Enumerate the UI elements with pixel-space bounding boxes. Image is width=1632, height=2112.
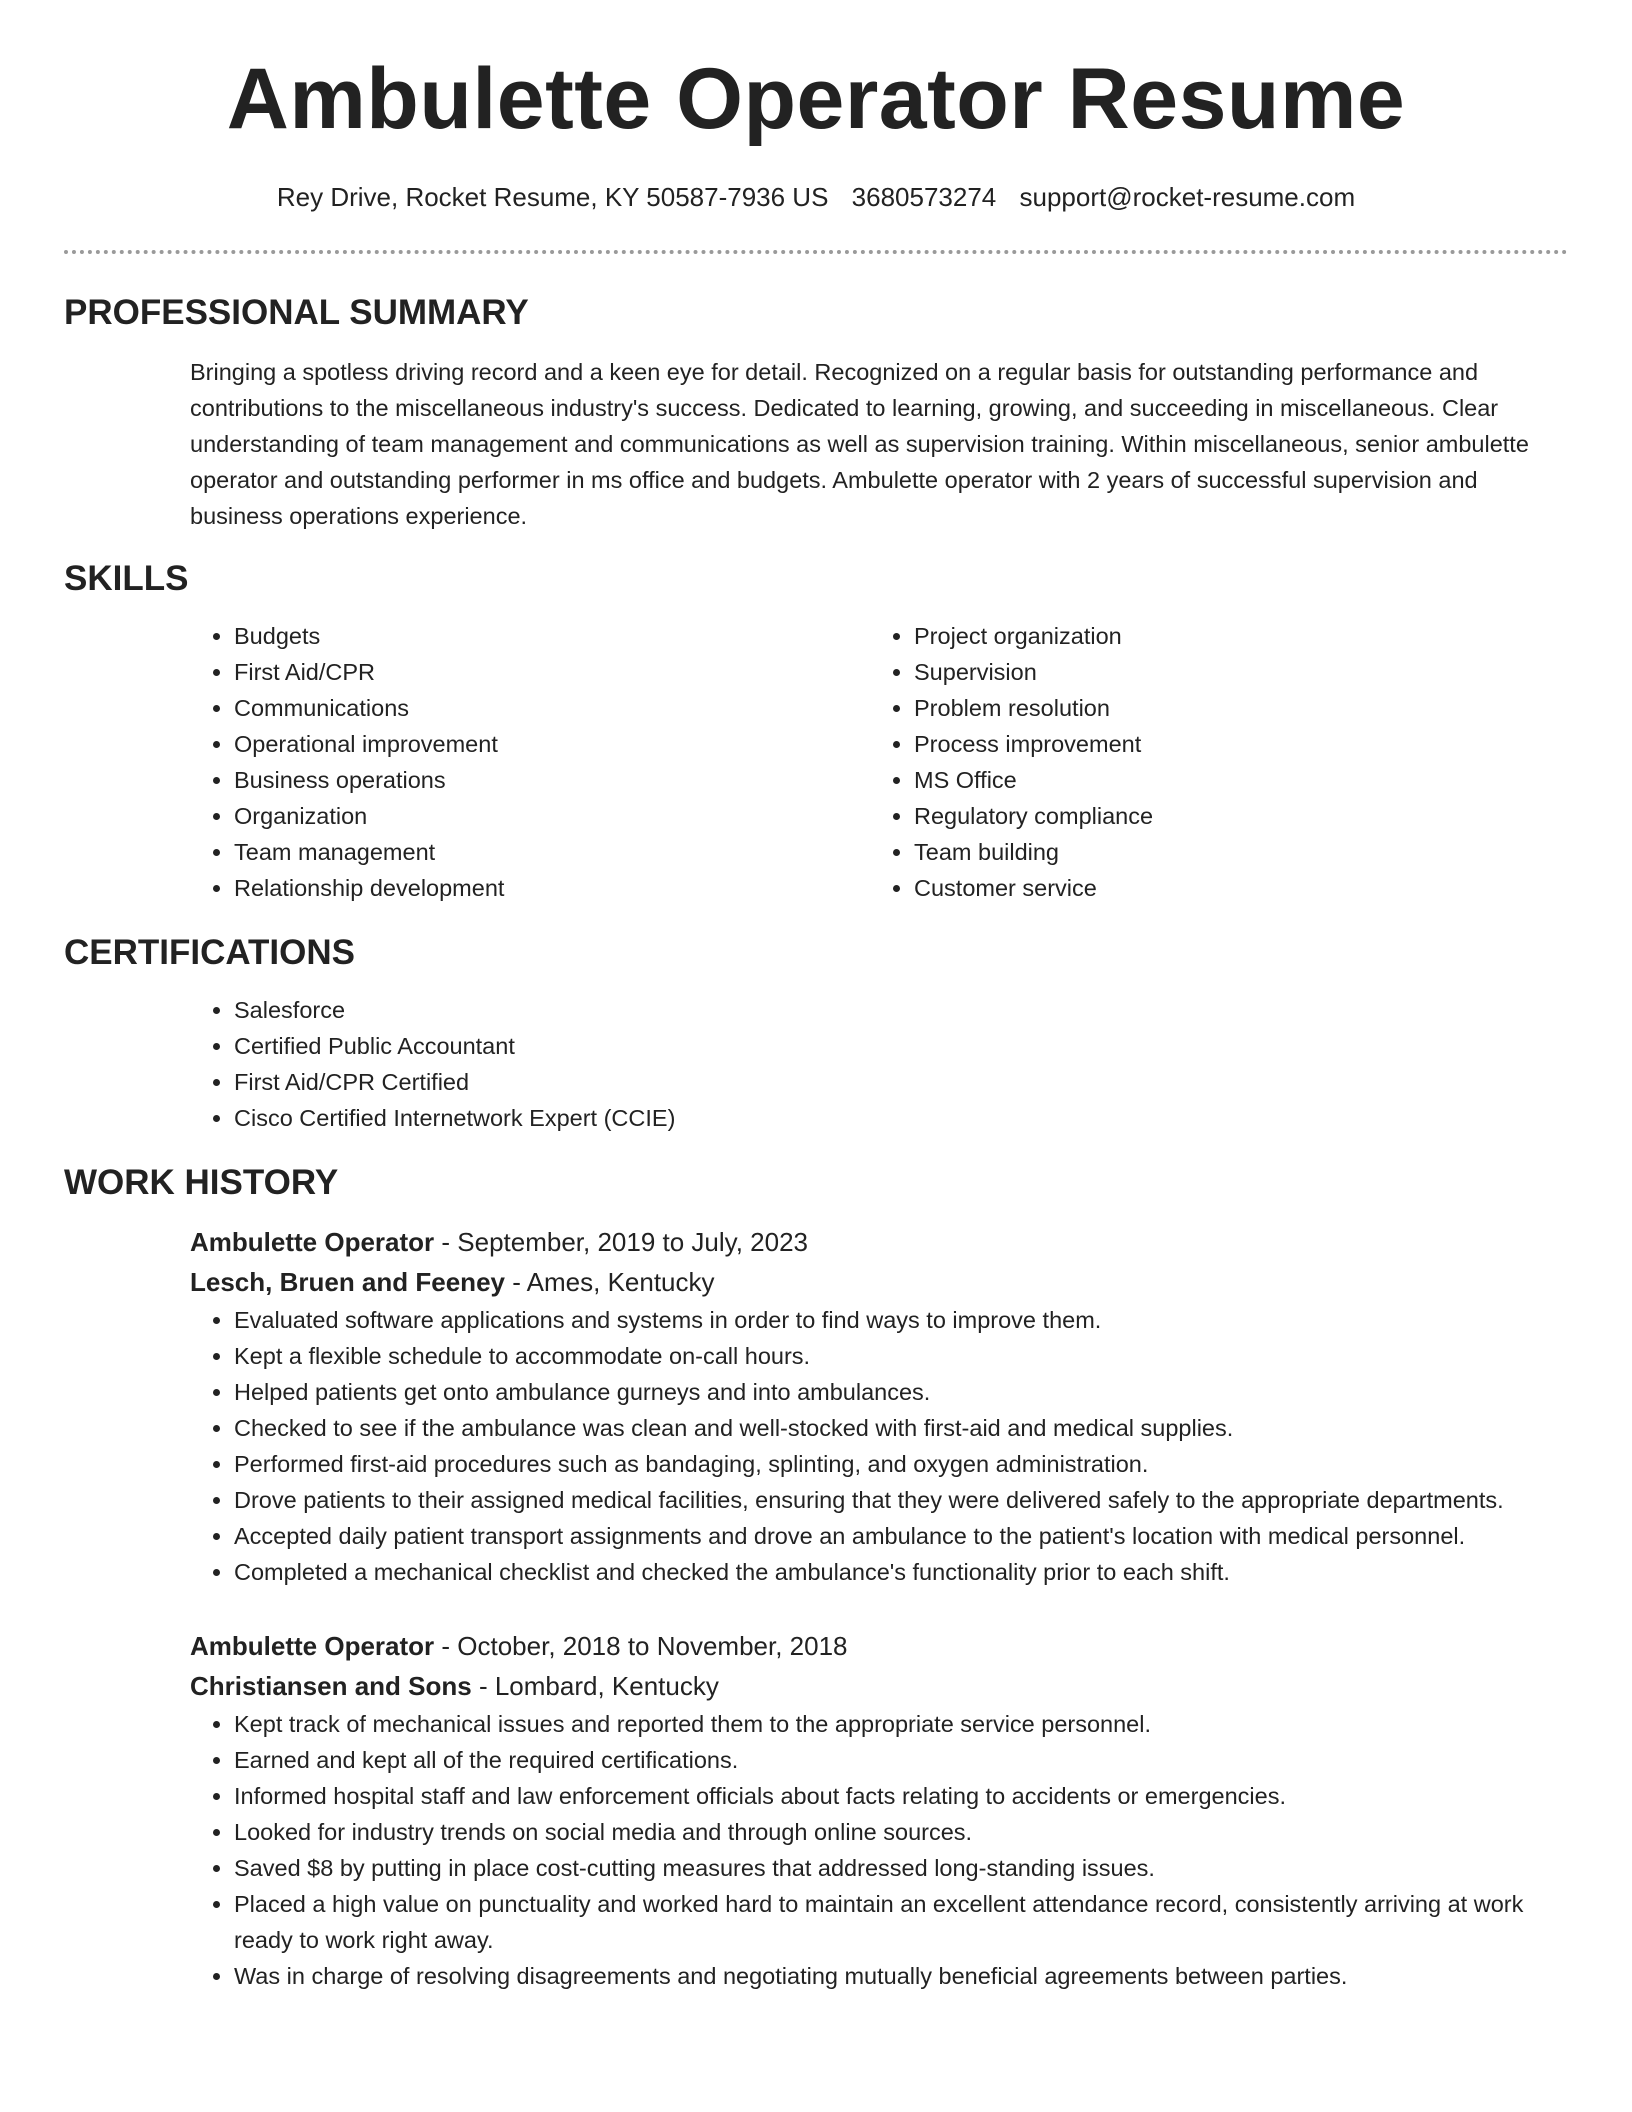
job-title: Ambulette Operator [190,1631,435,1661]
certifications-section [64,932,1568,1136]
skill-item: • Regulatory compliance [914,798,1550,834]
job-entry [190,1222,1564,1590]
job-company-line [190,1262,1564,1302]
skill-item: • Communications [234,690,870,726]
header-divider [64,250,1568,254]
skill-item: • Process improvement [914,726,1550,762]
resume-content [64,292,1568,1994]
job-bullet: • Performed first-aid procedures such as bandaging, splinting, and oxygen administration. [234,1446,1564,1482]
job-bullet: • Checked to see if the ambulance was clean and well-stocked with first-aid and medical supplies. [234,1410,1564,1446]
skill-item: • Team building [914,834,1550,870]
summary-body [190,354,1564,534]
skills-columns [190,618,1564,906]
job-bullet: • Was in charge of resolving disagreements and negotiating mutually beneficial agreements between parties. [234,1958,1564,1994]
skill-item: • Business operations [234,762,870,798]
skill-item: • Operational improvement [234,726,870,762]
job-bullet: • Accepted daily patient transport assignments and drove an ambulance to the patient's location with medical personnel. [234,1518,1564,1554]
job-bullets [190,1302,1564,1590]
skill-item: • Team management [234,834,870,870]
skills-column-left [190,618,870,906]
certifications-list [190,992,1564,1136]
job-company: Christiansen and Sons [190,1671,472,1701]
job-bullet: • Completed a mechanical checklist and checked the ambulance's functionality prior to each shift. [234,1554,1564,1590]
job-company: Lesch, Bruen and Feeney [190,1267,505,1297]
job-entry [190,1626,1564,1994]
job-bullet: • Drove patients to their assigned medical facilities, ensuring that they were delivered safely to the appropriate departments. [234,1482,1564,1518]
job-company-line [190,1666,1564,1706]
skills-section [64,558,1568,906]
skills-column-right [870,618,1550,906]
job-bullets [190,1706,1564,1994]
job-location: - Lombard, Kentucky [471,1671,719,1701]
certification-item: • Certified Public Accountant [234,1028,1564,1064]
skill-item: • Supervision [914,654,1550,690]
job-bullet: • Looked for industry trends on social media and through online sources. [234,1814,1564,1850]
job-title: Ambulette Operator [190,1227,435,1257]
job-title-line [190,1222,1564,1262]
skill-item: • Budgets [234,618,870,654]
page-title: Ambulette Operator Resume [226,51,1406,147]
job-bullet: • Kept track of mechanical issues and reported them to the appropriate service personnel. [234,1706,1564,1742]
certifications-body [190,992,1564,1136]
skills-list-right [870,618,1550,906]
work-history-heading: WORK HISTORY [64,1163,339,1202]
certification-item: • Salesforce [234,992,1564,1028]
skill-item: • Project organization [914,618,1550,654]
contact-info [0,182,1632,213]
skill-item: • Organization [234,798,870,834]
job-bullet: • Helped patients get onto ambulance gurneys and into ambulances. [234,1374,1564,1410]
contact-phone: 3680573274 [851,182,997,212]
contact-email: support@rocket-resume.com [1019,182,1356,212]
skill-item: • Relationship development [234,870,870,906]
summary-heading: PROFESSIONAL SUMMARY [64,293,529,332]
certification-item: • First Aid/CPR Certified [234,1064,1564,1100]
summary-section [64,292,1568,534]
job-bullet: • Placed a high value on punctuality and worked hard to maintain an excellent attendance record, consistently arriving at work ready to work right away. [234,1886,1564,1958]
job-dates: - September, 2019 to July, 2023 [434,1227,809,1257]
skills-heading: SKILLS [64,559,189,598]
skill-item: • Problem resolution [914,690,1550,726]
job-location: - Ames, Kentucky [504,1267,715,1297]
work-history-body [190,1222,1564,1994]
job-bullet: • Saved $8 by putting in place cost-cutting measures that addressed long-standing issues. [234,1850,1564,1886]
summary-text: Bringing a spotless driving record and a keen eye for detail. Recognized on a regular basis for outstanding performance and contributions to the miscellaneous industry's success. Dedicated to learning, growing, and succeeding in miscellaneous. Clear understanding of team management and communications as well as supervision training. Within miscellaneous, senior ambulette operator and outstanding performer in ms office and budgets. Ambulette operator with 2 years of successful supervision and business operations experience. [190,359,1529,529]
job-dates: - October, 2018 to November, 2018 [434,1631,848,1661]
job-bullet: • Informed hospital staff and law enforcement officials about facts relating to accidents or emergencies. [234,1778,1564,1814]
skills-body [190,618,1564,906]
certifications-heading: CERTIFICATIONS [64,933,356,972]
job-title-line [190,1626,1564,1666]
skill-item: • MS Office [914,762,1550,798]
work-history-section [64,1162,1568,1994]
job-bullet: • Kept a flexible schedule to accommodate on-call hours. [234,1338,1564,1374]
contact-address: Rey Drive, Rocket Resume, KY 50587-7936 US [276,182,829,212]
skill-item: • First Aid/CPR [234,654,870,690]
certification-item: • Cisco Certified Internetwork Expert (CCIE) [234,1100,1564,1136]
skill-item: • Customer service [914,870,1550,906]
job-bullet: • Evaluated software applications and systems in order to find ways to improve them. [234,1302,1564,1338]
skills-list-left [190,618,870,906]
job-bullet: • Earned and kept all of the required certifications. [234,1742,1564,1778]
